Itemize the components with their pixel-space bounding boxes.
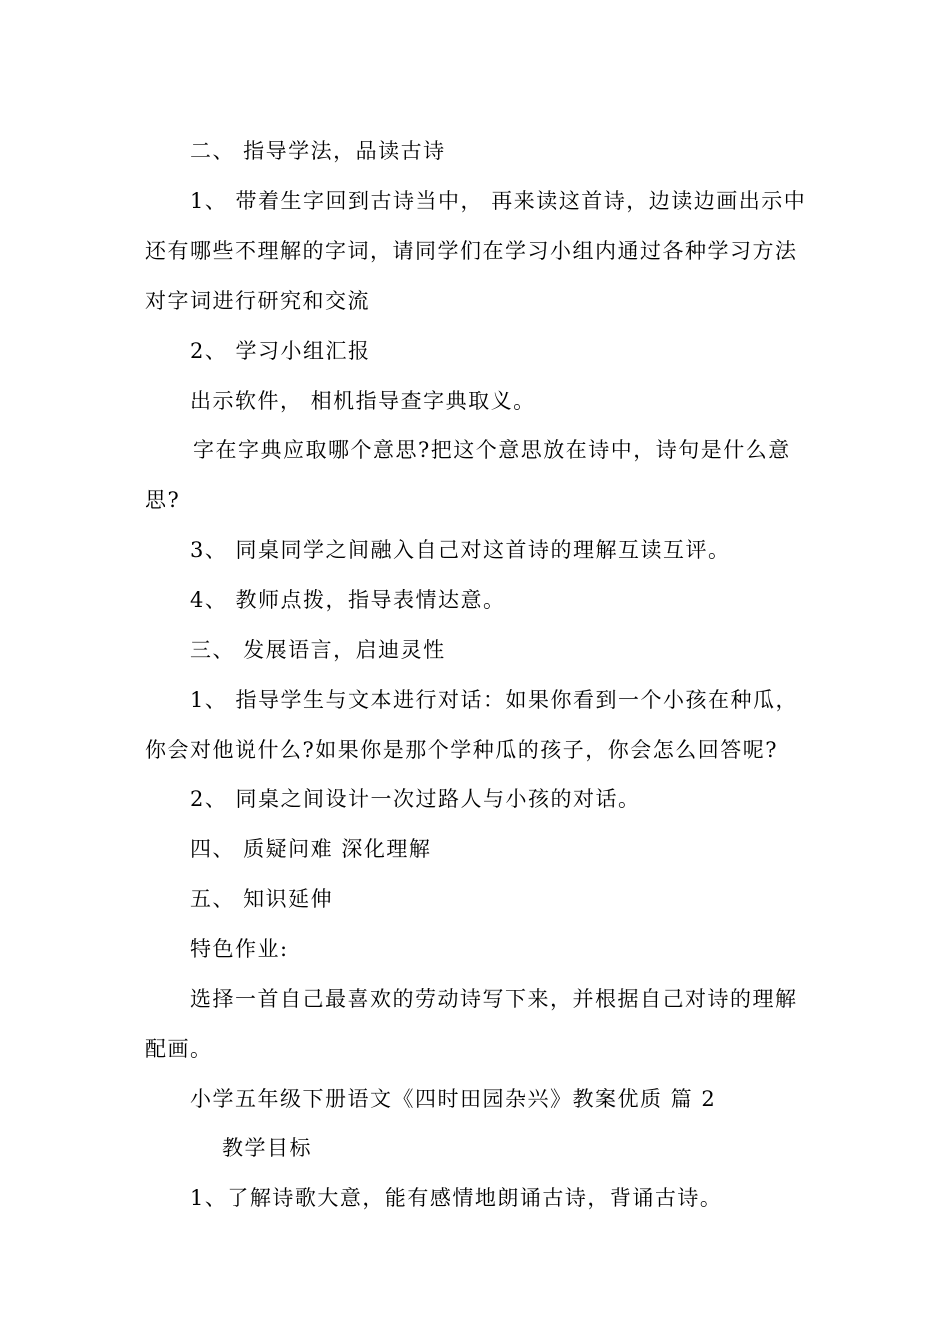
section-heading-4: 四、 质疑问难 深化理解 [190, 837, 432, 861]
section-heading-2: 二、 指导学法，品读古诗 [190, 139, 446, 163]
paragraph-line: 你会对他说什么?如果你是那个学种瓜的孩子，你会怎么回答呢? [145, 738, 779, 762]
subsection-heading: 教学目标 [222, 1136, 312, 1160]
paragraph-line: 2、 学习小组汇报 [190, 339, 371, 363]
paragraph-line: 思? [145, 488, 181, 512]
paragraph-line: 特色作业: [190, 937, 289, 961]
section-heading-5: 五、 知识延伸 [190, 887, 334, 911]
paragraph-line: 选择一首自己最喜欢的劳动诗写下来，并根据自己对诗的理解 [190, 987, 798, 1011]
paragraph-line: 1、 带着生字回到古诗当中， 再来读这首诗，边读边画出示中 [190, 189, 807, 213]
section-heading-3: 三、 发展语言，启迪灵性 [190, 638, 446, 662]
paragraph-line: 对字词进行研究和交流 [145, 289, 370, 313]
paragraph-line: 出示软件， 相机指导查字典取义。 [190, 389, 536, 413]
lesson-title: 小学五年级下册语文《四时田园杂兴》教案优质 篇 2 [190, 1087, 717, 1111]
paragraph-line: 配画。 [145, 1037, 213, 1061]
paragraph-line: 1、了解诗歌大意，能有感情地朗诵古诗，背诵古诗。 [190, 1186, 723, 1210]
paragraph-line: 3、 同桌同学之间融入自己对这首诗的理解互读互评。 [190, 538, 731, 562]
paragraph-line: 2、 同桌之间设计一次过路人与小孩的对话。 [190, 787, 641, 811]
paragraph-line: 还有哪些不理解的字词，请同学们在学习小组内通过各种学习方法 [145, 239, 798, 263]
paragraph-line: 4、 教师点拨，指导表情达意。 [190, 588, 506, 612]
paragraph-line: 字在字典应取哪个意思?把这个意思放在诗中，诗句是什么意 [193, 438, 791, 462]
paragraph-line: 1、 指导学生与文本进行对话：如果你看到一个小孩在种瓜， [190, 688, 799, 712]
